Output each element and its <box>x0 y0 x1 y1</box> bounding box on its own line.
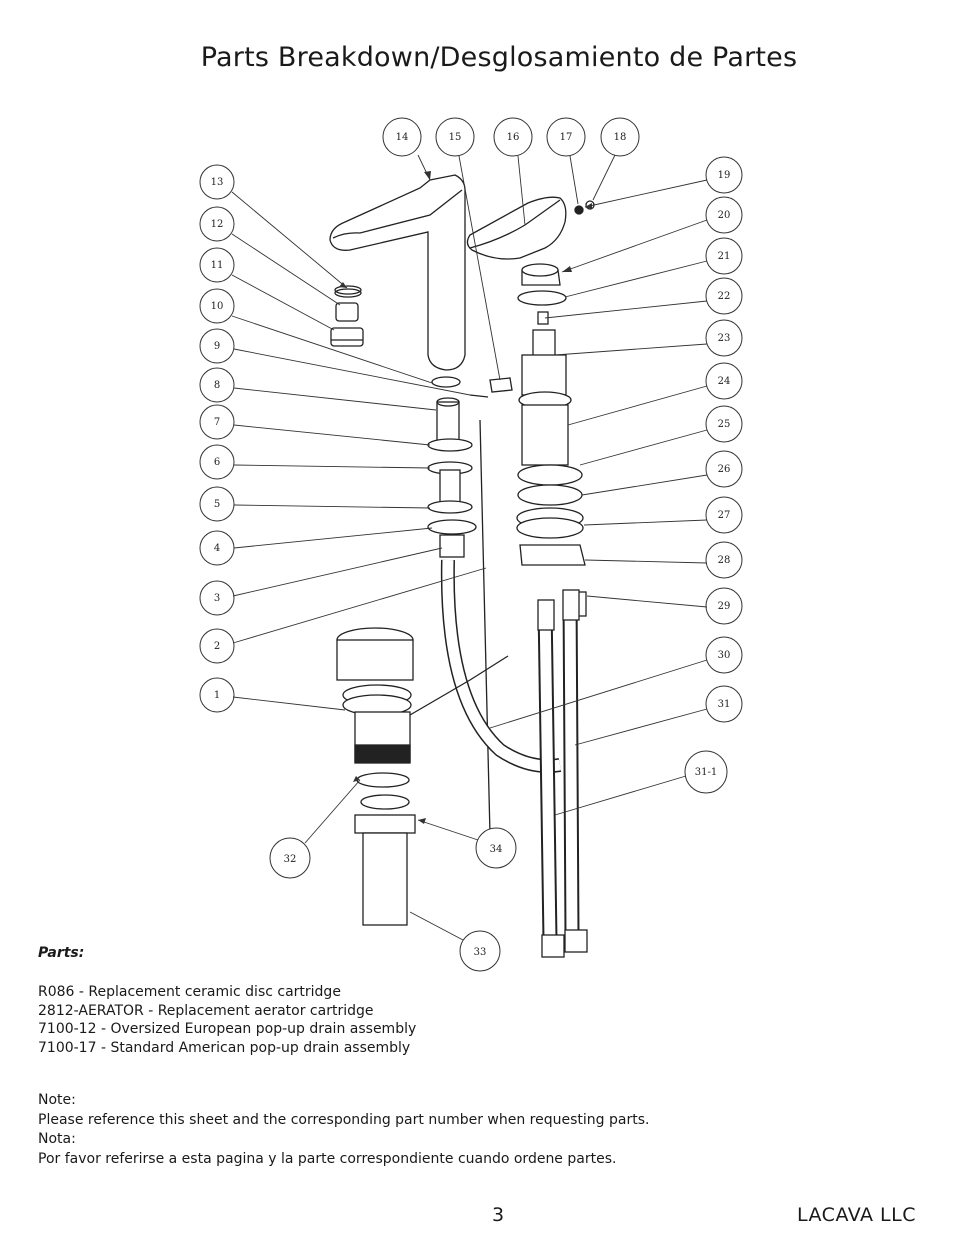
callout-label: 10 <box>210 301 224 312</box>
callout-26 <box>706 451 742 487</box>
callout-31-1 <box>685 751 727 793</box>
part-item: 7100-12 - Oversized European pop-up drain assembly <box>38 1021 417 1037</box>
callout-label: 29 <box>717 601 731 612</box>
callout-11 <box>200 248 234 282</box>
nota-label: Nota: <box>38 1131 76 1147</box>
notes-section <box>38 1091 649 1169</box>
callout-32 <box>270 838 310 878</box>
callout-label: 22 <box>717 291 731 302</box>
callout-7 <box>200 405 234 439</box>
callout-30 <box>706 637 742 673</box>
company-name: LACAVA LLC <box>797 1204 916 1226</box>
part-item: 7100-17 - Standard American pop-up drain assembly <box>38 1039 411 1056</box>
callout-34 <box>476 828 516 868</box>
callout-label: 14 <box>395 132 409 143</box>
callout-6 <box>200 445 234 479</box>
callout-label: 3 <box>213 593 221 604</box>
callout-9 <box>200 329 234 363</box>
callout-label: 26 <box>717 464 731 475</box>
callout-label: 9 <box>213 341 221 352</box>
callout-label: 17 <box>559 132 573 143</box>
callout-22 <box>706 278 742 314</box>
callout-19 <box>706 157 742 193</box>
callout-label: 18 <box>613 132 627 143</box>
part-item: R086 - Replacement ceramic disc cartridge <box>38 984 341 1000</box>
callout-label: 1 <box>213 690 221 701</box>
callout-label: 24 <box>717 376 731 387</box>
callout-label: 34 <box>489 844 503 855</box>
callout-label: 11 <box>210 260 224 271</box>
callout-label: 15 <box>448 132 462 143</box>
callout-12 <box>200 207 234 241</box>
note-label: Note: <box>38 1092 76 1108</box>
callout-label: 6 <box>213 457 221 468</box>
callout-label: 33 <box>473 947 487 958</box>
callout-2 <box>200 629 234 663</box>
parts-heading: Parts: <box>38 945 85 961</box>
parts-list <box>38 983 416 1057</box>
callout-8 <box>200 368 234 402</box>
callout-label: 19 <box>717 170 731 181</box>
callout-15 <box>436 118 474 156</box>
callout-4 <box>200 531 234 565</box>
callout-label: 13 <box>210 177 224 188</box>
callout-label: 30 <box>717 650 731 661</box>
callout-label: 27 <box>717 510 731 521</box>
part-item: 2812-AERATOR - Replacement aerator cartridge <box>38 1002 374 1019</box>
callout-24 <box>706 363 742 399</box>
callout-label: 12 <box>210 219 224 230</box>
callout-label: 32 <box>283 854 297 865</box>
note-text: Please reference this sheet and the corresponding part number when requesting parts. <box>38 1111 650 1128</box>
page-number: 3 <box>492 1204 505 1226</box>
callout-label: 4 <box>213 543 221 554</box>
callout-label: 16 <box>506 132 520 143</box>
callout-label: 28 <box>717 555 731 566</box>
callout-5 <box>200 487 234 521</box>
callout-13 <box>200 165 234 199</box>
callout-14 <box>383 118 421 156</box>
callout-10 <box>200 289 234 323</box>
callout-28 <box>706 542 742 578</box>
callout-label: 2 <box>213 641 221 652</box>
callout-label: 31 <box>717 699 731 710</box>
callout-label: 25 <box>717 419 731 430</box>
callout-label: 31-1 <box>694 767 718 778</box>
callout-16 <box>494 118 532 156</box>
callout-33 <box>460 931 500 971</box>
callout-1 <box>200 678 234 712</box>
callout-18 <box>601 118 639 156</box>
callout-3 <box>200 581 234 615</box>
callout-label: 23 <box>717 333 731 344</box>
callout-27 <box>706 497 742 533</box>
callout-23 <box>706 320 742 356</box>
callout-20 <box>706 197 742 233</box>
callout-17 <box>547 118 585 156</box>
page-title: Parts Breakdown/Desglosamiento de Partes <box>200 42 798 73</box>
callout-31 <box>706 686 742 722</box>
callout-29 <box>706 588 742 624</box>
callout-label: 5 <box>213 499 221 510</box>
nota-text: Por favor referirse a esta pagina y la parte correspondiente cuando ordene partes. <box>38 1150 617 1167</box>
callout-label: 7 <box>213 417 221 428</box>
callout-21 <box>706 238 742 274</box>
callout-label: 20 <box>717 210 731 221</box>
callout-label: 21 <box>717 251 731 262</box>
callout-25 <box>706 406 742 442</box>
callout-label: 8 <box>213 380 221 391</box>
